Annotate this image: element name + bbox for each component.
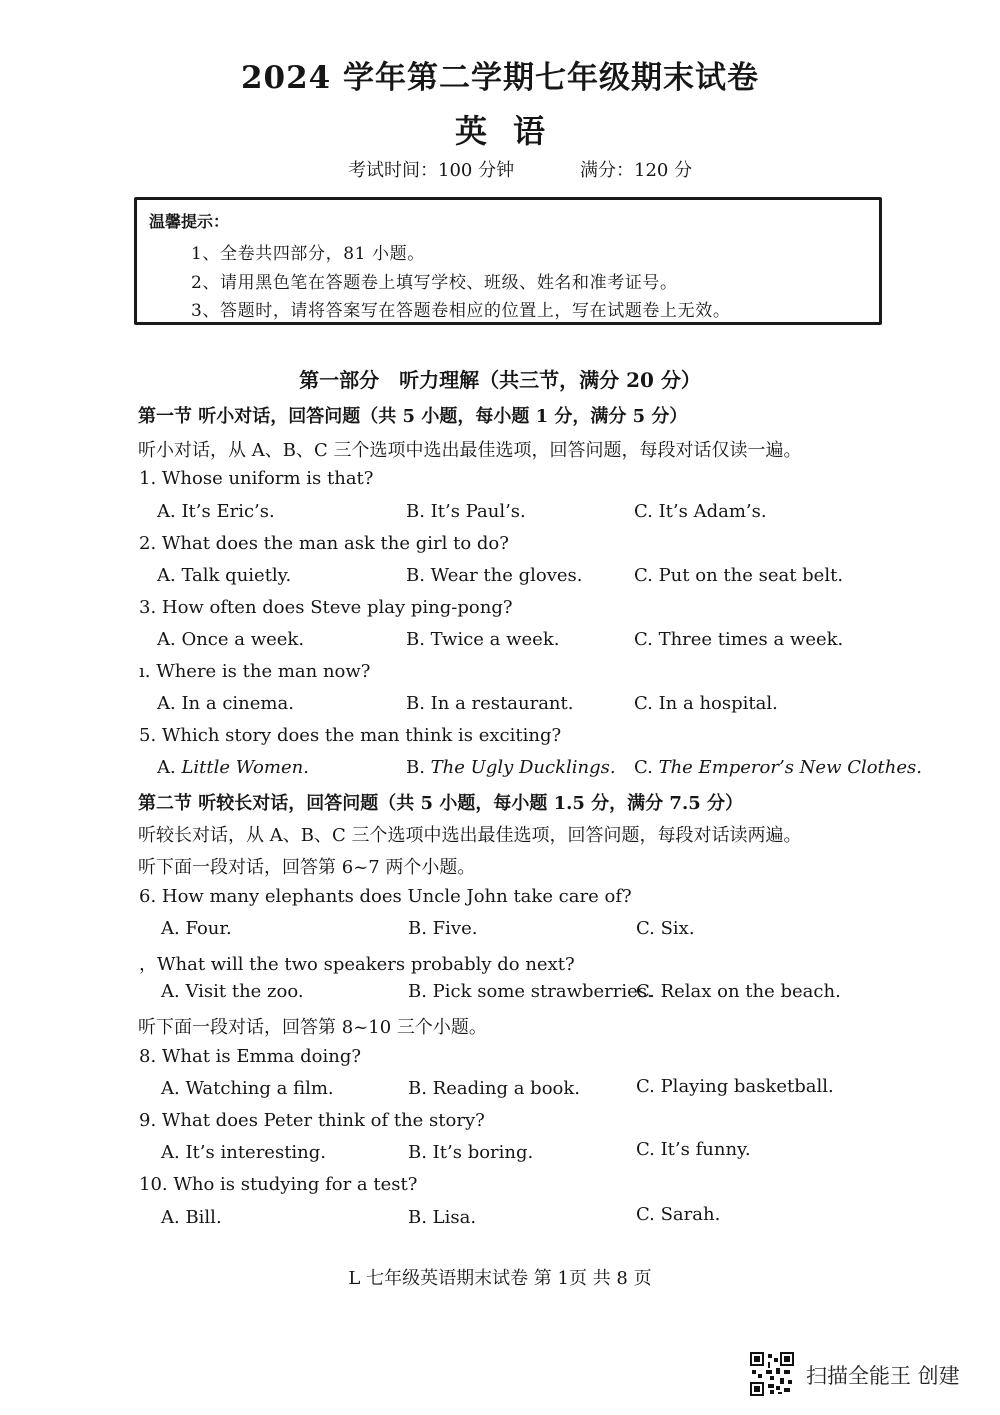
question-10: 10. Who is studying for a test?	[139, 1174, 418, 1195]
exam-time: 考试时间：100 分钟	[348, 160, 515, 181]
tip-2: 2、请用黑色笔在答题卷上填写学校、班级、姓名和准考证号。	[191, 273, 678, 293]
q7-option-c: C. Relax on the beach.	[636, 981, 841, 1002]
q1-option-b: B. It’s Paul’s.	[406, 501, 526, 522]
q6-option-a: A. Four.	[161, 918, 232, 939]
q5-option-c-title: The Emperor’s New Clothes.	[658, 757, 922, 778]
exam-title: 2024 学年第二学期七年级期末试卷	[240, 60, 760, 96]
q8-option-c: C. Playing basketball.	[636, 1076, 834, 1097]
q10-option-c: C. Sarah.	[636, 1204, 721, 1225]
scanner-watermark: 扫描全能王 创建	[806, 1364, 960, 1388]
section2-intro-1: 听下面一段对话，回答第 6~7 两个小题。	[138, 857, 476, 878]
question-7: ，What will the two speakers probably do next?	[139, 954, 575, 975]
q5-option-b-title: The Ugly Ducklings.	[430, 757, 616, 778]
q7-option-a: A. Visit the zoo.	[161, 981, 304, 1002]
q10-option-a: A. Bill.	[161, 1207, 222, 1228]
section2-heading: 第二节 听较长对话，回答问题（共 5 小题，每小题 1.5 分，满分 7.5 分）	[138, 793, 744, 814]
q7-option-b: B. Pick some strawberries.	[408, 981, 653, 1002]
q8-option-a: A. Watching a film.	[161, 1078, 334, 1099]
q6-option-b: B. Five.	[408, 918, 478, 939]
q10-option-b: B. Lisa.	[408, 1207, 477, 1228]
q5-option-a	[157, 757, 309, 778]
q9-option-b: B. It’s boring.	[408, 1142, 534, 1163]
q6-option-c: C. Six.	[636, 918, 695, 939]
q2-option-c: C. Put on the seat belt.	[634, 565, 844, 586]
tips-title: 温馨提示：	[149, 212, 230, 231]
q5-option-c	[634, 757, 922, 778]
q3-option-b: B. Twice a week.	[406, 629, 560, 650]
q2-option-b: B. Wear the gloves.	[406, 565, 583, 586]
part1-heading: 第一部分 听力理解（共三节，满分 20 分）	[299, 368, 701, 392]
q5-option-a-title: Little Women.	[181, 757, 309, 778]
question-1: 1. Whose uniform is that?	[139, 468, 374, 489]
section1-heading: 第一节 听小对话，回答问题（共 5 小题，每小题 1 分，满分 5 分）	[138, 406, 688, 427]
q9-option-c: C. It’s funny.	[636, 1139, 751, 1160]
exam-subject: 英语	[454, 112, 571, 150]
section2-instruction: 听较长对话，从 A、B、C 三个选项中选出最佳选项，回答问题，每段对话读两遍。	[138, 825, 802, 846]
q5-option-b-letter: B.	[406, 757, 431, 778]
question-6: 6. How many elephants does Uncle John take care of?	[139, 886, 632, 907]
q5-option-b	[406, 757, 616, 778]
q4-option-b: B. In a restaurant.	[406, 693, 574, 714]
question-2: 2. What does the man ask the girl to do?	[139, 533, 509, 554]
exam-score: 满分：120 分	[580, 160, 693, 181]
question-3: 3. How often does Steve play ping-pong?	[139, 597, 513, 618]
tip-1: 1、全卷共四部分，81 小题。	[191, 244, 425, 264]
q1-option-a: A. It’s Eric’s.	[157, 501, 275, 522]
question-4: ı. Where is the man now?	[139, 661, 371, 682]
q3-option-c: C. Three times a week.	[634, 629, 844, 650]
q5-option-c-letter: C.	[634, 757, 659, 778]
q4-option-a: A. In a cinema.	[157, 693, 294, 714]
tips-box	[134, 197, 882, 325]
question-9: 9. What does Peter think of the story?	[139, 1110, 485, 1131]
question-8: 8. What is Emma doing?	[139, 1046, 362, 1067]
q1-option-c: C. It’s Adam’s.	[634, 501, 767, 522]
qr-code-icon	[750, 1352, 794, 1396]
tip-3: 3、答题时，请将答案写在答题卷相应的位置上，写在试题卷上无效。	[191, 301, 731, 321]
q3-option-a: A. Once a week.	[157, 629, 305, 650]
q4-option-c: C. In a hospital.	[634, 693, 778, 714]
question-5: 5. Which story does the man think is exciting?	[139, 725, 562, 746]
q9-option-a: A. It’s interesting.	[161, 1142, 327, 1163]
page-footer: L 七年级英语期末试卷 第 1页 共 8 页	[348, 1268, 652, 1289]
q5-option-a-letter: A.	[157, 757, 182, 778]
q8-option-b: B. Reading a book.	[408, 1078, 581, 1099]
section1-instruction: 听小对话，从 A、B、C 三个选项中选出最佳选项，回答问题，每段对话仅读一遍。	[138, 440, 802, 461]
q2-option-a: A. Talk quietly.	[157, 565, 292, 586]
section2-intro-2: 听下面一段对话，回答第 8~10 三个小题。	[138, 1017, 487, 1038]
